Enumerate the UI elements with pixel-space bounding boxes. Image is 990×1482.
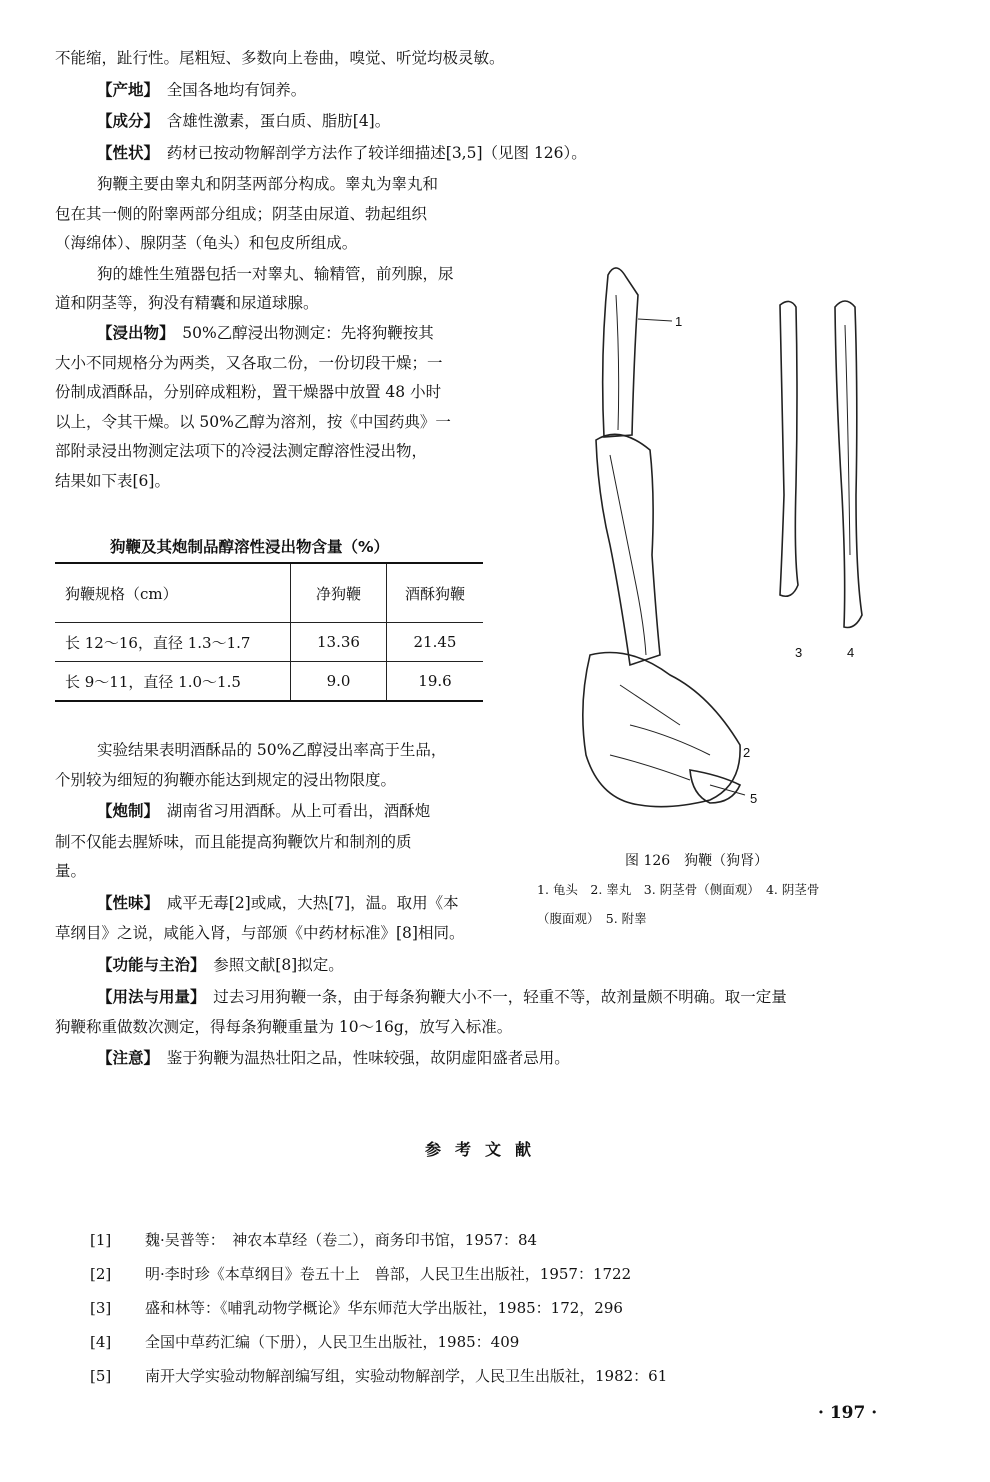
text-line (55, 832, 412, 852)
table-row (55, 662, 483, 702)
header-raw: 净狗鞭 (291, 563, 387, 623)
leader-line-1 (638, 319, 672, 321)
text-content: 制不仅能去腥矫味，而且能提高狗鞭饮片和制剂的质 (55, 833, 412, 851)
text-line (97, 740, 446, 760)
text-content: 包在其一侧的附睾两部分组成；阴茎由尿道、勃起组织 (55, 205, 428, 223)
reference-number: [2] (90, 1265, 112, 1283)
header-spec: 狗鞭规格（cm） (55, 563, 291, 623)
text-line (55, 353, 443, 373)
text-content: 咸平无毒[2]或咸，大热[7]，温。取用《本 (166, 894, 459, 912)
figure-legend-line2: （腹面观） 5. 附睾 (537, 911, 647, 926)
table-header-row (55, 563, 483, 623)
reference-text: 明·李时珍《本草纲目》卷五十上 兽部，人民卫生出版社，1957：1722 (145, 1265, 632, 1283)
text-content: 量。 (55, 862, 87, 880)
table-cell: 21.45 (387, 623, 484, 662)
figure-legend-line1: 1. 龟头 2. 睾丸 3. 阴茎骨（侧面观） 4. 阴茎骨 (537, 882, 820, 897)
text-line (97, 323, 434, 343)
text-content: 狗的雄性生殖器包括一对睾丸、输精管，前列腺，尿 (97, 265, 454, 283)
text-line (55, 471, 170, 491)
label-2: 2 (743, 745, 751, 760)
text-content: 50%乙醇浸出物测定：先将狗鞭按其 (182, 324, 434, 342)
reference-number: [1] (90, 1231, 112, 1249)
text-line (97, 987, 787, 1007)
page-number: · 197 · (818, 1403, 878, 1423)
text-content: 草纲目》之说，咸能入肾，与部颁《中药材标准》[8]相同。 (55, 924, 465, 942)
text-line (97, 264, 454, 284)
section-heading: 【性状】 (97, 144, 167, 162)
text-content: 个别较为细短的狗鞭亦能达到规定的浸出物限度。 (55, 771, 397, 789)
text-content: 参照文献[8]拟定。 (213, 956, 344, 974)
label-5: 5 (750, 791, 758, 806)
table-row (55, 623, 483, 662)
reference-number: [4] (90, 1333, 112, 1351)
table-cell: 13.36 (291, 623, 387, 662)
text-line (55, 861, 86, 881)
text-line (97, 893, 459, 913)
references-title: 参考文献 (425, 1140, 546, 1159)
text-content: 大小不同规格分为两类，又各取二份，一份切段干燥；一 (55, 354, 443, 372)
glans-shape (603, 268, 638, 437)
table-cell: 长 9～11，直径 1.0～1.5 (55, 662, 291, 702)
figure-caption: 图 126 狗鞭（狗肾） (625, 853, 769, 869)
section-heading: 【产地】 (97, 81, 167, 99)
text-content: 狗鞭主要由睾丸和阴茎两部分构成。睾丸为睾丸和 (97, 175, 439, 193)
table-cell: 9.0 (291, 662, 387, 702)
section-heading: 【成分】 (97, 112, 167, 130)
table-title: 狗鞭及其炮制品醇溶性浸出物含量（%） (110, 538, 390, 556)
text-line (55, 412, 451, 432)
section-heading: 【炮制】 (97, 802, 167, 820)
text-line (55, 204, 427, 224)
reference-item (90, 1263, 631, 1284)
section-heading: 【浸出物】 (97, 324, 183, 342)
text-line (55, 923, 464, 943)
shaft-shape (596, 434, 660, 665)
dog-penis-illustration (560, 255, 920, 835)
text-line (97, 111, 390, 131)
text-line (55, 233, 357, 253)
text-line (97, 801, 430, 821)
section-heading: 【功能与主治】 (97, 956, 214, 974)
reference-number: [5] (90, 1367, 112, 1385)
reference-text: 南开大学实验动物解剖编写组，实验动物解剖学，人民卫生出版社，1982：61 (145, 1367, 668, 1385)
text-line (97, 174, 438, 194)
text-content: 狗鞭称重做数次测定，得每条狗鞭重量为 10～16g，放写入标准。 (55, 1018, 513, 1036)
section-heading: 【性味】 (97, 894, 167, 912)
section-heading: 【注意】 (97, 1049, 167, 1067)
text-content: 药材已按动物解剖学方法作了较详细描述[3,5]（见图 126）。 (166, 144, 587, 162)
text-line (55, 293, 319, 313)
label-4: 4 (847, 645, 855, 660)
text-content: 鉴于狗鞭为温热壮阳之品，性味较强，故阴虚阳盛者忌用。 (166, 1049, 570, 1067)
text-content: 部附录浸出物测定法项下的冷浸法测定醇溶性浸出物， (55, 442, 428, 460)
label-3: 3 (795, 645, 803, 660)
text-line (97, 143, 587, 163)
text-content: 含雄性激素，蛋白质、脂肪[4]。 (166, 112, 391, 130)
text-content: 实验结果表明酒酥品的 50%乙醇浸出率高于生品， (97, 741, 447, 759)
text-line (55, 48, 505, 68)
reference-item (90, 1365, 667, 1386)
section-heading: 【用法与用量】 (97, 988, 214, 1006)
reference-text: 盛和林等：《哺乳动物学概论》华东师范大学出版社，1985：172，296 (145, 1299, 623, 1317)
text-line (55, 441, 427, 461)
text-line (97, 1048, 570, 1068)
reference-text: 全国中草药汇编（下册），人民卫生出版社，1985：409 (145, 1333, 520, 1351)
text-line (97, 80, 306, 100)
text-content: 过去习用狗鞭一条，由于每条狗鞭大小不一，轻重不等，故剂量颇不明确。取一定量 (213, 988, 787, 1006)
text-content: 不能缩，趾行性。尾粗短、多数向上卷曲，嗅觉、听觉均极灵敏。 (55, 49, 505, 67)
text-content: 湖南省习用酒酥。从上可看出，酒酥炮 (166, 802, 431, 820)
bone-lateral-shape (780, 301, 798, 596)
reference-item (90, 1297, 623, 1318)
text-content: 份制成酒酥品，分别碎成粗粉，置干燥器中放置 48 小时 (55, 383, 442, 401)
header-wine: 酒酥狗鞭 (387, 563, 484, 623)
reference-text: 魏·吴普等： 神农本草经（卷二），商务印书馆，1957：84 (145, 1231, 538, 1249)
label-1: 1 (675, 314, 683, 329)
shaft-line (610, 455, 646, 655)
testis-texture (610, 685, 710, 780)
text-content: （海绵体）、腺阴茎（龟头）和包皮所组成。 (55, 234, 358, 252)
text-line (55, 1017, 512, 1037)
text-line (97, 955, 344, 975)
text-line (55, 382, 441, 402)
text-content: 以上，令其干燥。以 50%乙醇为溶剂，按《中国药典》一 (55, 413, 451, 431)
glans-groove (616, 295, 619, 430)
table-cell: 19.6 (387, 662, 484, 702)
reference-number: [3] (90, 1299, 112, 1317)
text-content: 全国各地均有饲养。 (166, 81, 307, 99)
table-cell: 长 12～16，直径 1.3～1.7 (55, 623, 291, 662)
text-line (55, 770, 396, 790)
reference-item (90, 1331, 519, 1352)
reference-item (90, 1229, 537, 1250)
testis-shape (583, 653, 740, 807)
bone-ventral-groove (845, 325, 850, 555)
extract-table (55, 562, 483, 702)
text-content: 道和阴茎等，狗没有精囊和尿道球腺。 (55, 294, 319, 312)
text-content: 结果如下表[6]。 (55, 472, 170, 490)
